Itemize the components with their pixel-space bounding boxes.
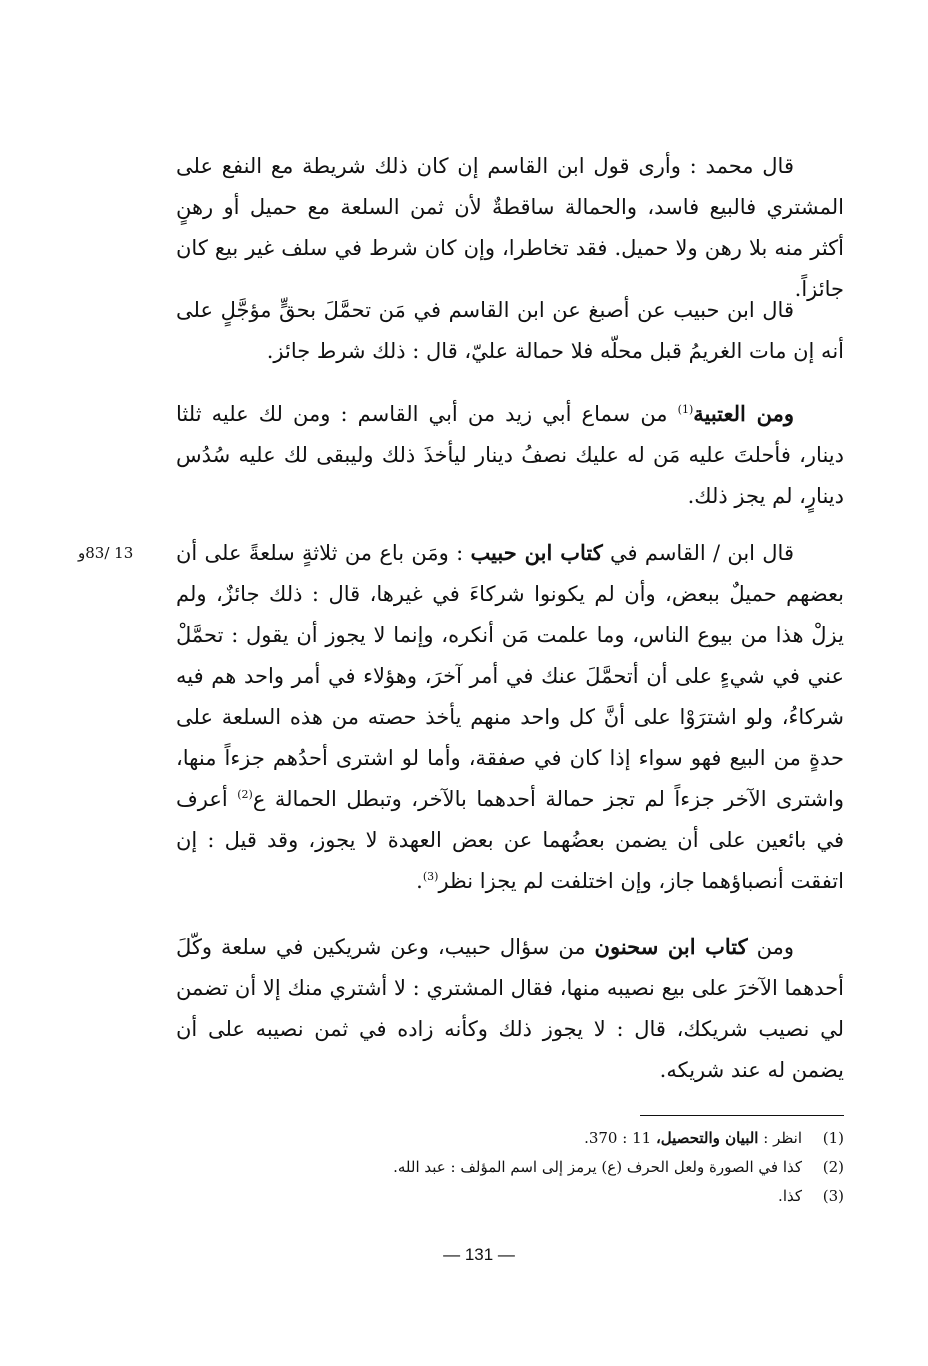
footnote-3-number: (3) (822, 1187, 844, 1205)
paragraph-3 (176, 393, 844, 517)
paragraph-5-bold-source: كتاب ابن سحنون (594, 934, 748, 959)
footnote-ref-3: (3) (422, 870, 439, 883)
paragraph-5-text-b: من سؤال حبيب، وعن شريكين في سلعة وكّلَ أحدهما الآخرَ على بيع نصيبه منها، فقال المشتري : لا أشتري منك إلا أن تضمن لي نصيب شريكك، قال : لا يجوز ذلك وكأنه زاده في ثمن نصيبه على أن يضمن له عند شريكه. (176, 935, 844, 1082)
footnote-2 (300, 1153, 844, 1182)
footnote-separator (640, 1115, 844, 1116)
footnote-2-text: كذا في الصورة ولعل الحرف (ع) يرمز إلى اسم المؤلف : عبد الله. (393, 1158, 802, 1176)
margin-folio-note: 13 /83و (78, 544, 134, 562)
paragraph-2 (176, 290, 844, 372)
paragraph-4-text-c: أعرف في بائعين على أن يضمن بعضُهما عن بعض العهدة لا يجوز، وقد قيل : إن اتفقت أنصباؤهما جاز، وإن اختلفت لم يجزا نظر (176, 787, 844, 893)
footnote-ref-2: (2) (237, 788, 253, 801)
paragraph-4-bold-source: كتاب ابن حبيب (470, 540, 603, 565)
paragraph-2-text: قال ابن حبيب عن أصبغ عن ابن القاسم في مَن تحمَّلَ بحقٍّ مؤجَّلٍ على أنه إن مات الغريمُ قبل محلّه فلا حمالة عليّ، قال : ذلك شرط جائز. (176, 298, 844, 363)
footnotes (300, 1124, 844, 1211)
paragraph-1-text: قال محمد : وأرى قول ابن القاسم إن كان ذلك شريطة مع النفع على المشتري فالبيع فاسد، والحمالة ساقطةٌ لأن ثمن السلعة مع حميل أو رهنٍ أكثر منه بلا رهن ولا حميل. فقد تخاطرا، وإن كان شرط في سلف غير بيع كان جائزاً. (176, 154, 844, 301)
paragraph-5-text-a: ومن (747, 935, 794, 959)
footnote-3-text: كذا. (778, 1187, 802, 1205)
footnote-ref-1: (1) (677, 403, 694, 416)
paragraph-3-bold-source: ومن العتبية (693, 401, 794, 426)
paragraph-4-text-d: . (416, 869, 423, 893)
page-number: — 131 — (443, 1245, 515, 1264)
paragraph-3-text: من سماع أبي زيد من أبي القاسم : ومن لك عليه ثلثا دينار، فأحلتَ عليه مَن له عليك نصفُ دينار ليأخذَ ذلك وليبقى لك عليه سُدُس دينارٍ، لم يجز ذلك. (176, 402, 844, 508)
footnote-1-prefix: انظر : (758, 1129, 802, 1147)
footnote-3 (300, 1182, 844, 1211)
footnote-1-text (300, 1124, 808, 1153)
footnote-1-source-title: البيان والتحصيل، (655, 1129, 759, 1147)
paragraph-4-text-a: قال ابن / القاسم في (602, 541, 794, 565)
footnote-2-number: (2) (822, 1158, 844, 1176)
footnote-1 (300, 1124, 844, 1153)
paragraph-4 (176, 532, 844, 902)
footnote-1-reference: 11 : 370. (584, 1129, 656, 1147)
paragraph-1 (176, 146, 844, 310)
paragraph-5 (176, 926, 844, 1091)
footnote-1-number: (1) (822, 1129, 844, 1147)
paragraph-4-text-b: : ومَن باع من ثلاثةٍ سلعةً على أن بعضهم حميلٌ ببعض، وأن لم يكونوا شركاءَ في غيرها، قال : ذلك جائزٌ، ولم يزلْ هذا من بيوع الناس، وما علمت مَن أنكره، وإنما لا يجوز أن يقول : تحمَّلْ عني في شيءٍ على أن أتحمَّلَ عنك في أمر آخرَ، وهؤلاء في أمر واحد هم فيه شركاءُ، ولو اشترَوْا على أنَّ كل واحد منهم يأخذ حصته من هذه السلعة على حدةٍ من البيع فهو سواء إذا كان في صفقة، وأما لو اشترى أحدُهم جزءاً منها، واشترى الآخر جزءاً لم تجز حمالة أحدهما بالآخر، وتبطل الحمالة ع (176, 541, 844, 811)
